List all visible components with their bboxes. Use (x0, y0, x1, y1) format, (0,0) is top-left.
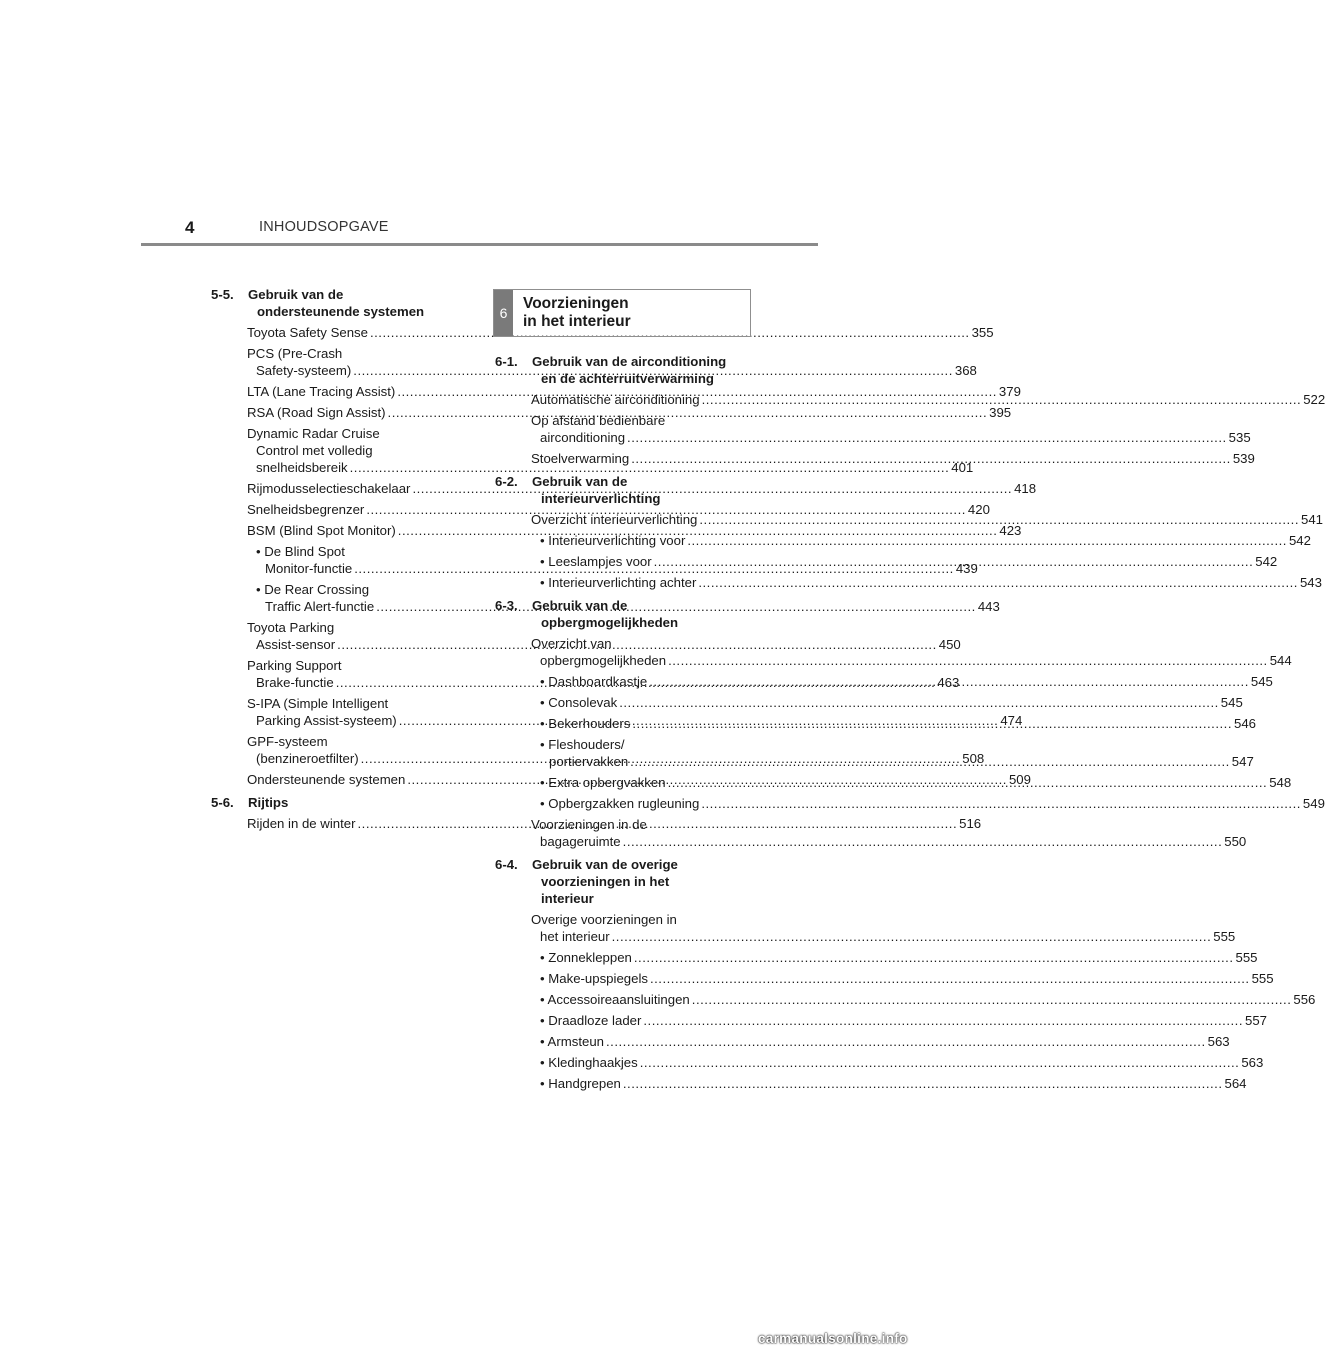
header-rule (141, 243, 818, 246)
entry-leader-row (540, 694, 1243, 711)
entry-leader-row (540, 532, 1311, 549)
page-ref[interactable]: 463 (937, 675, 960, 690)
dot-leader (654, 554, 1254, 569)
page-ref[interactable]: 542 (1288, 533, 1311, 548)
dot-leader (623, 1076, 1223, 1091)
entry-label: Ondersteunende systemen (247, 772, 406, 787)
toc-entry[interactable] (247, 324, 994, 341)
entry-text-row: Parking Support (247, 658, 342, 673)
entry-leader-row (540, 1012, 1268, 1029)
page-ref[interactable]: 555 (1251, 971, 1274, 986)
page-ref[interactable]: 423 (999, 523, 1022, 538)
page-number: 4 (185, 218, 195, 237)
entry-text-row: • Fleshouders/ (540, 737, 625, 752)
entry-label: Toyota Safety Sense (247, 325, 368, 340)
section-title-line: en de achterruitverwarming (541, 371, 714, 386)
entry-text-row: GPF-systeem (247, 734, 328, 749)
page-ref[interactable]: 557 (1245, 1013, 1268, 1028)
entry-label: Monitor-functie (265, 561, 353, 576)
dot-leader (668, 775, 1268, 790)
page-ref[interactable]: 355 (971, 325, 994, 340)
page-ref[interactable]: 516 (959, 816, 982, 831)
section-number: 6-4. (495, 857, 518, 872)
toc-subentry[interactable] (540, 574, 1322, 591)
entry-label: snelheidsbereik (256, 460, 348, 475)
toc-subentry[interactable] (540, 795, 1325, 812)
section-title-line: Gebruik van de airconditioning (532, 354, 727, 369)
entry-leader-row (531, 429, 1251, 446)
page-ref[interactable]: 541 (1300, 512, 1323, 527)
page-ref[interactable]: 543 (1299, 575, 1322, 590)
toc-entry[interactable] (247, 501, 990, 518)
running-header-title: INHOUDSOPGAVE (259, 219, 389, 235)
toc-section (495, 856, 1316, 1092)
watermark: carmanualsonline.info (758, 1331, 908, 1346)
entry-label: RSA (Road Sign Assist) (247, 405, 386, 420)
chapter-title-line-1: Voorzieningen (523, 295, 629, 312)
page-ref[interactable]: 545 (1250, 674, 1273, 689)
section-title-line: Gebruik van de overige (532, 857, 678, 872)
toc-subentry[interactable] (540, 1054, 1264, 1071)
entry-label: • Leeslampjes voor (540, 554, 652, 569)
chapter-heading-box[interactable] (493, 289, 751, 337)
page-ref[interactable]: 542 (1255, 554, 1278, 569)
toc-subentry[interactable] (540, 970, 1274, 987)
section-number: 6-2. (495, 474, 518, 489)
section-number: 6-1. (495, 354, 518, 369)
entry-label: Parking Assist-systeem) (256, 713, 397, 728)
entry-label: • Interieurverlichting achter (540, 575, 697, 590)
page-ref[interactable]: 368 (954, 363, 977, 378)
entry-label: Brake-functie (256, 675, 334, 690)
entry-label: Rijmodusselectieschakelaar (247, 481, 411, 496)
section-title-line: Gebruik van de (532, 474, 628, 489)
page-ref[interactable]: 544 (1269, 653, 1292, 668)
section-number: 6-3. (495, 598, 518, 613)
toc-subentry[interactable] (540, 1075, 1247, 1092)
page-ref[interactable]: 535 (1228, 430, 1251, 445)
entry-label: airconditioning (540, 430, 626, 445)
dot-leader (701, 796, 1301, 811)
entry-text-row: Control met volledig (256, 443, 373, 458)
entry-label: • Extra opbergvakken (540, 775, 666, 790)
entry-label: het interieur (540, 929, 610, 944)
entry-label: Automatische airconditioning (531, 392, 700, 407)
dot-leader (627, 430, 1227, 445)
section-title (532, 473, 743, 507)
section-title-line: ondersteunende systemen (257, 304, 425, 319)
page-ref[interactable]: 509 (1008, 772, 1031, 787)
entry-label: Snelheidsbegrenzer (247, 502, 365, 517)
entry-label: Rijden in de winter (247, 816, 356, 831)
entry-label: Safety-systeem) (256, 363, 352, 378)
entry-text-row: Overige voorzieningen in (531, 912, 677, 927)
entry-leader-row (540, 970, 1274, 987)
entry-label: portiervakken (549, 754, 629, 769)
entry-text-row: PCS (Pre-Crash (247, 346, 343, 361)
page-ref[interactable]: 556 (1293, 992, 1316, 1007)
entry-label: • Draadloze lader (540, 1013, 642, 1028)
dot-leader (699, 512, 1299, 527)
section-title (532, 597, 743, 631)
page-ref[interactable]: 547 (1231, 754, 1254, 769)
entry-label: LTA (Lane Tracing Assist) (247, 384, 396, 399)
entry-label: • Armsteun (540, 1034, 604, 1049)
section-title (532, 353, 743, 387)
entry-leader-row (247, 324, 994, 341)
chapter-number-tab: 6 (494, 290, 513, 336)
dot-leader (692, 992, 1292, 1007)
page-ref[interactable]: 439 (955, 561, 978, 576)
entry-text-row: • De Blind Spot (256, 544, 345, 559)
entry-label: • Accessoireaansluitingen (540, 992, 690, 1007)
page-ref[interactable]: 539 (1232, 451, 1255, 466)
toc-subentry[interactable] (540, 694, 1243, 711)
dot-leader (632, 716, 1232, 731)
section-title-line: interieur (541, 891, 594, 906)
entry-label: • Zonnekleppen (540, 950, 632, 965)
entry-leader-row (540, 991, 1316, 1008)
dot-leader (631, 451, 1231, 466)
entry-label: BSM (Blind Spot Monitor) (247, 523, 396, 538)
toc-entry[interactable] (531, 511, 1323, 528)
entry-text-row: S-IPA (Simple Intelligent (247, 696, 389, 711)
toc-subentry[interactable] (540, 949, 1258, 966)
entry-leader-row (531, 511, 1323, 528)
entry-label: opbergmogelijkheden (540, 653, 667, 668)
entry-label: • Bekerhouders (540, 716, 631, 731)
section-title-line: interieurverlichting (541, 491, 661, 506)
dot-leader (650, 971, 1250, 986)
entry-leader-row (540, 574, 1322, 591)
entry-text-row: • De Rear Crossing (256, 582, 370, 597)
entry-leader-row (540, 1054, 1264, 1071)
toc-subentry[interactable] (540, 532, 1311, 549)
page-ref[interactable]: 563 (1241, 1055, 1264, 1070)
entry-text-row: Op afstand bedienbare (531, 413, 666, 428)
entry-label: • Make-upspiegels (540, 971, 648, 986)
toc-subentry[interactable] (540, 1033, 1230, 1050)
entry-leader-row (531, 928, 1236, 945)
chapter-title (523, 295, 631, 331)
page-ref[interactable]: 450 (938, 637, 961, 652)
page-ref[interactable]: 418 (1014, 481, 1037, 496)
dot-leader (668, 653, 1268, 668)
section-number: 5-6. (211, 795, 234, 810)
page-ref[interactable]: 443 (977, 599, 1000, 614)
page-ref[interactable]: 401 (951, 460, 974, 475)
entry-leader-row (247, 522, 1022, 539)
entry-label: Assist-sensor (256, 637, 336, 652)
toc-subentry[interactable] (540, 991, 1316, 1008)
entry-label: • Dashboardkastje (540, 674, 648, 689)
entry-leader-row (540, 1075, 1247, 1092)
section-title-line: Gebruik van de (532, 598, 628, 613)
entry-label: (benzineroetfilter) (256, 751, 359, 766)
toc-entry[interactable] (247, 522, 1022, 539)
entry-leader-row (540, 1033, 1230, 1050)
dot-leader (634, 950, 1234, 965)
page-ref[interactable]: 549 (1302, 796, 1325, 811)
dot-leader (619, 695, 1219, 710)
section-number: 5-5. (211, 287, 234, 302)
page-ref[interactable]: 564 (1224, 1076, 1247, 1091)
entry-label: • Opbergzakken rugleuning (540, 796, 700, 811)
page-ref[interactable]: 420 (967, 502, 990, 517)
page-ref[interactable]: 474 (1000, 713, 1023, 728)
entry-text-row: Toyota Parking (247, 620, 335, 635)
page-ref[interactable]: 395 (989, 405, 1012, 420)
section-title (532, 856, 743, 907)
page-ref[interactable]: 563 (1207, 1034, 1230, 1049)
section-title (248, 286, 459, 320)
entry-label: Stoelverwarming (531, 451, 630, 466)
chapter-title-line-2: in het interieur (523, 313, 631, 330)
section-title-line: voorzieningen in het (541, 874, 670, 889)
page-ref[interactable]: 546 (1234, 716, 1257, 731)
dot-leader (698, 575, 1298, 590)
page-ref[interactable]: 522 (1303, 392, 1325, 407)
section-title (248, 794, 459, 811)
dot-leader (649, 674, 1249, 689)
entry-leader-row (247, 501, 990, 518)
entry-leader-row (540, 795, 1325, 812)
page-ref[interactable]: 508 (962, 751, 985, 766)
page-ref[interactable]: 555 (1213, 929, 1236, 944)
entry-leader-row (531, 450, 1255, 467)
entry-text-row: Voorzieningen in de (531, 817, 647, 832)
toc-subentry[interactable] (540, 1012, 1268, 1029)
dot-leader (640, 1055, 1240, 1070)
page-ref[interactable]: 555 (1235, 950, 1258, 965)
entry-label: • Handgrepen (540, 1076, 621, 1091)
dot-leader (606, 1034, 1206, 1049)
dot-leader (612, 929, 1212, 944)
dot-leader (643, 1013, 1243, 1028)
entry-label: bagageruimte (540, 834, 621, 849)
dot-leader (623, 834, 1223, 849)
entry-leader-row (531, 652, 1292, 669)
toc-entry[interactable] (531, 911, 1236, 945)
entry-leader-row (247, 459, 974, 476)
dot-leader (702, 392, 1302, 407)
section-title-line: Gebruik van de (248, 287, 344, 302)
entry-label: • Kledinghaakjes (540, 1055, 638, 1070)
page-ref[interactable]: 545 (1220, 695, 1243, 710)
entry-leader-row (531, 833, 1247, 850)
entry-label: Traffic Alert-functie (265, 599, 375, 614)
dot-leader (630, 754, 1230, 769)
page-ref[interactable]: 379 (998, 384, 1021, 399)
section-title-line: opbergmogelijkheden (541, 615, 679, 630)
toc-entry[interactable] (531, 450, 1255, 467)
section-title-line: Rijtips (248, 795, 289, 810)
entry-text-row: Dynamic Radar Cruise (247, 426, 380, 441)
entry-label: • Interieurverlichting voor (540, 533, 686, 548)
entry-label: • Consolevak (540, 695, 618, 710)
entry-leader-row (540, 949, 1258, 966)
page-ref[interactable]: 550 (1224, 834, 1247, 849)
entry-label: Overzicht interieurverlichting (531, 512, 698, 527)
page-ref[interactable]: 548 (1269, 775, 1292, 790)
dot-leader (687, 533, 1287, 548)
entry-text-row: Overzicht van (531, 636, 612, 651)
